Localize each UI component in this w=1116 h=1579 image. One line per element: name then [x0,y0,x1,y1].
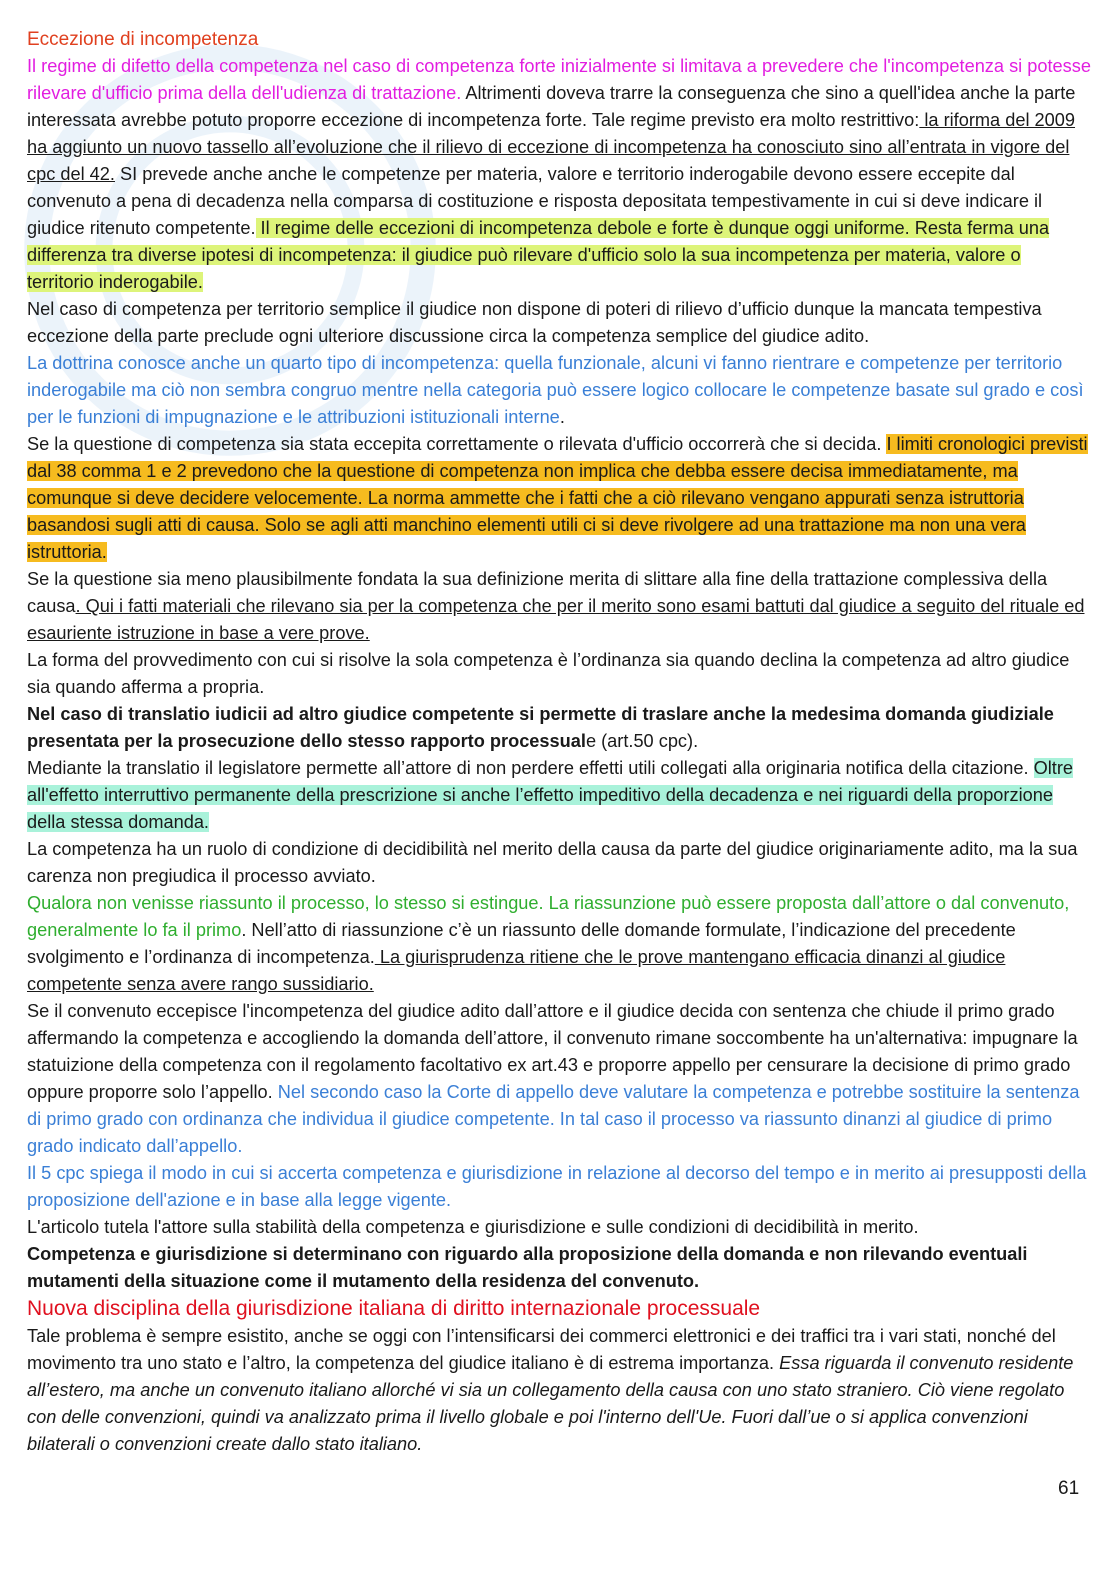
paragraph-translatio [27,701,1091,755]
paragraph-decidibilita: La competenza ha un ruolo di condizione di decidibilità nel merito della causa da parte del giudice originariamente adito, ma la sua carenza non pregiudica il processo avviato. [27,839,1078,886]
paragraph-problema [27,1323,1091,1458]
text-green: Qualora non venisse riassunto il processo, lo stesso si estingue. La riassunzione può essere proposta dall’attore o dal convenuto, generalmente lo fa il primo [27,893,1070,940]
text-underlined: . Qui i fatti materiali che rilevano sia per la competenza che per il merito sono esami battuti dal giudice a seguito del rituale ed esauriente istruzione in base a vere prove. [27,596,1085,643]
text-plain: . Nell’atto di riassunzione c’è un riassunto delle domande formulate, l’indicazione del precedente svolgimento e l’ordinanza di incompetenza. [27,920,1016,967]
paragraph-articolo-tutela: L'articolo tutela l'attore sulla stabilità della competenza e giurisdizione e sulle condizioni di decidibilità in merito. [27,1217,919,1237]
text-highlight-mint: Oltre all'effetto interruttivo permanente della prescrizione si anche l’effetto impeditivo della decadenza e nei riguardi della proporzione della stessa domanda. [27,758,1074,832]
paragraph-forma-provvedimento: La forma del provvedimento con cui si risolve la sola competenza è l’ordinanza sia quando declina la competenza ad altro giudice sia quando afferma a propria. [27,650,1070,697]
text-plain: SI prevede anche anche le competenze per materia, valore e territorio inderogabile devono essere eccepite dal convenuto a pena di decadenza nella comparsa di costituzione e risposta depositata tempestivamente in cui si deve indicare il giudice ritenuto competente. [27,164,1043,238]
paragraph-competenza-giurisdizione: Competenza e giurisdizione si determinano con riguardo alla proposizione della domanda e non rilevando eventuali mutamenti della situazione come il mutamento della residenza del convenuto. [27,1244,1028,1291]
text-highlight-orange: I limiti cronologici previsti dal 38 comma 1 e 2 prevedono che la questione di competenza non implica che debba essere decisa immediatamente, ma comunque si deve decidere velocemente. La norma ammette che i fatti che a ciò rilevano vengano appurati senza istruttoria basandosi sugli atti di causa. Solo se agli atti manchino elementi utili ci si deve rivolgere ad una trattazione ma non una vera istruttoria. [27,434,1088,562]
text-pink: Il regime di difetto della competenza nel caso di competenza forte inizialmente si limitava a prevedere che l'incompetenza si potesse rilevare d'ufficio prima della dell'udienza di trattazione. [27,56,1091,103]
paragraph-convenuto-eccepisce [27,998,1091,1160]
text-blue: La dottrina conosce anche un quarto tipo di incompetenza: quella funzionale, alcuni vi fanno rientrare e competenze per territorio inderogabile ma ciò non sembra congruo mentre nella categoria può essere logico collocare le competenze basate sul grado e così per le funzioni di impugnazione e le attribuzioni istituzionali interne [27,353,1084,427]
paragraph-effetti-utili [27,755,1091,836]
paragraph-limiti-cronologici [27,431,1091,566]
text-plain: Se la questione di competenza sia stata eccepita correttamente o rilevata d'ufficio occorrerà che si decida. [27,434,887,454]
paragraph-art5-cpc: Il 5 cpc spiega il modo in cui si accerta competenza e giurisdizione in relazione al decorso del tempo e in merito ai presupposti della proposizione dell'azione e in base alla legge vigente. [27,1163,1087,1210]
text-plain: . [559,407,565,427]
text-plain: Tale problema è sempre esistito, anche se oggi con l’intensificarsi dei commerci elettronici e dei traffici tra i vari stati, nonché del movimento tra uno stato e l’altro, la competenza del giudice italiano è di estrema importanza. [27,1326,1056,1373]
text-plain: Mediante la translatio il legislatore permette all’attore di non perdere effetti utili collegati alla originaria notifica della citazione. [27,758,1034,778]
text-blue: Nel secondo caso la Corte di appello deve valutare la competenza e potrebbe sostituire la sentenza di primo grado con ordinanza che individua il giudice competente. In tal caso il processo va riassunto dinanzi al giudice di primo grado indicato dall’appello. [27,1082,1080,1156]
text-plain: Se il convenuto eccepisce l'incompetenza del giudice adito dall’attore e il giudice decida con sentenza che chiude il primo grado affermando la competenza e accogliendo la domanda dell’attore, il convenuto rimane soccombente ha un'alternativa: impugnare la statuizione della competenza con il regolamento facoltativo ex art.43 e proporre appello per censurare la decisione di primo grado oppure proporre solo l’appello. [27,1001,1078,1102]
text-plain: Se la questione sia meno plausibilmente fondata la sua definizione merita di slittare alla fine della trattazione complessiva della causa [27,569,1048,616]
paragraph-riassunzione [27,890,1091,998]
page-number: 61 [1058,1478,1080,1499]
paragraph-regime-difetto [27,53,1091,296]
text-underlined: la riforma del 2009 ha aggiunto un nuovo tassello all’evoluzione che il rilievo di eccezione di incompetenza ha conosciuto sino all’entrata in vigore del cpc del 42. [27,110,1076,184]
paragraph-territorio-semplice: Nel caso di competenza per territorio semplice il giudice non dispone di poteri di rilievo d’ufficio dunque la mancata tempestiva eccezione della parte preclude ogni ulteriore discussione circa la competenza semplice del giudice adito. [27,299,1042,346]
text-plain: Altrimenti doveva trarre la conseguenza che sino a quell'idea anche la parte interessata avrebbe potuto proporre eccezione di incompetenza forte. Tale regime previsto era molto restrittivo: [27,83,1076,130]
text-underlined: La giurisprudenza ritiene che le prove mantengano efficacia dinanzi al giudice competente senza avere rango sussidiario. [27,947,1006,994]
text-highlight-yellow: Il regime delle eccezioni di incompetenza debole e forte è dunque oggi uniforme. Resta ferma una differenza tra diverse ipotesi di incompetenza: il giudice può rilevare d'ufficio solo la sua incompetenza per materia, valore o territorio inderogabile. [27,218,1050,292]
paragraph-incompetenza-funzionale [27,350,1091,431]
text-bold: Nel caso di translatio iudicii ad altro giudice competente si permette di traslare anche la medesima domanda giudiziale presentata per la prosecuzione dello stesso rapporto processual [27,704,1054,751]
paragraph-definizione-slittare [27,566,1091,647]
document-page [27,26,1091,1458]
text-italic: Essa riguarda il convenuto residente all’estero, ma anche un convenuto italiano allorché vi sia un collegamento della causa con uno stato straniero. Ciò viene regolato con delle convenzioni, quindi va analizzato prima il livello globale e poi l'interno dell'Ue. Fuori dall’ue o si applica convenzioni bilaterali o convenzioni create dallo stato italiano. [27,1353,1074,1454]
section-heading-giurisdizione: Nuova disciplina della giurisdizione italiana di diritto internazionale processuale [27,1297,761,1320]
text-plain: e (art.50 cpc). [585,731,699,751]
section-heading-incompetenza: Eccezione di incompetenza [27,29,259,50]
